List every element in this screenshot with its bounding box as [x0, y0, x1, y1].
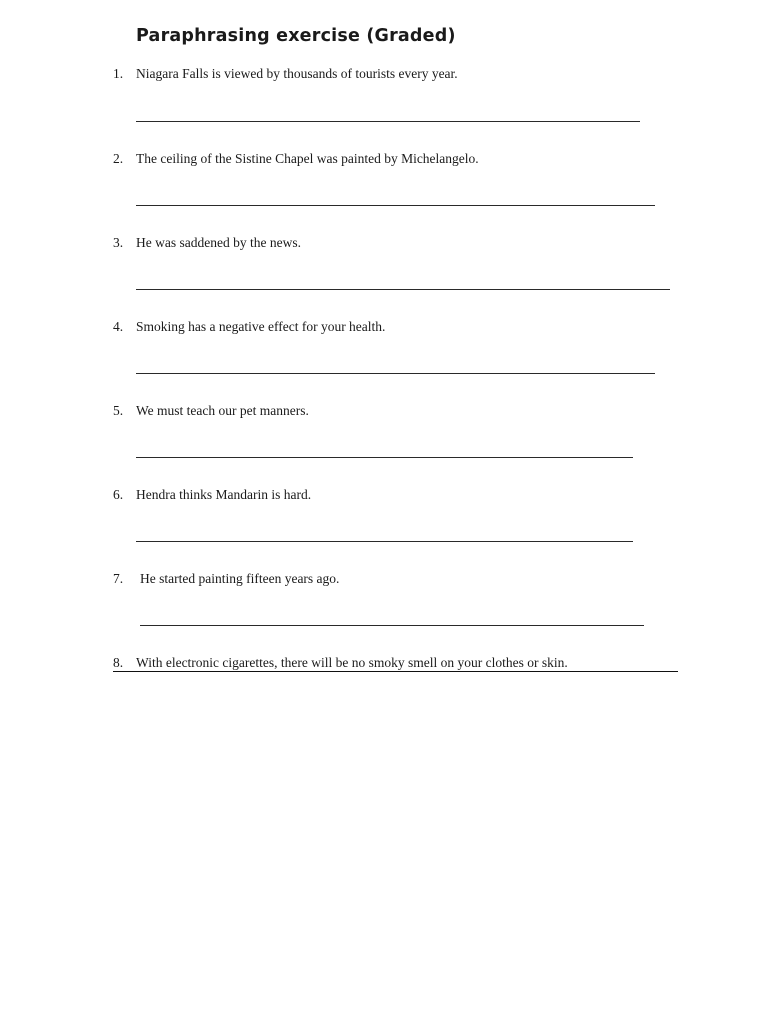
answer-line[interactable]	[136, 373, 655, 374]
question-number: 4.	[113, 319, 124, 334]
answer-line[interactable]	[113, 671, 678, 672]
answer-line[interactable]	[140, 625, 644, 626]
question-text: The ceiling of the Sistine Chapel was painted by Michelangelo.	[136, 151, 479, 166]
answer-line[interactable]	[136, 205, 655, 206]
page-title: Paraphrasing exercise (Graded)	[136, 26, 456, 46]
question-number: 6.	[113, 487, 124, 502]
answer-line[interactable]	[136, 541, 633, 542]
question-number: 2.	[113, 151, 124, 166]
question-number: 7.	[113, 571, 124, 586]
answer-line[interactable]	[136, 289, 670, 290]
question-text: With electronic cigarettes, there will be no smoky smell on your clothes or skin.	[136, 655, 568, 670]
answer-line[interactable]	[136, 457, 633, 458]
question-number: 5.	[113, 403, 124, 418]
question-text: We must teach our pet manners.	[136, 403, 309, 418]
question-text: Niagara Falls is viewed by thousands of tourists every year.	[136, 66, 458, 81]
question-number: 8.	[113, 655, 124, 670]
question-number: 3.	[113, 235, 124, 250]
question-text: Hendra thinks Mandarin is hard.	[136, 487, 312, 502]
question-text: He was saddened by the news.	[136, 235, 301, 250]
question-text: He started painting fifteen years ago.	[140, 571, 340, 586]
question-number: 1.	[113, 66, 124, 81]
answer-line[interactable]	[136, 121, 640, 122]
question-text: Smoking has a negative effect for your health.	[136, 319, 386, 334]
